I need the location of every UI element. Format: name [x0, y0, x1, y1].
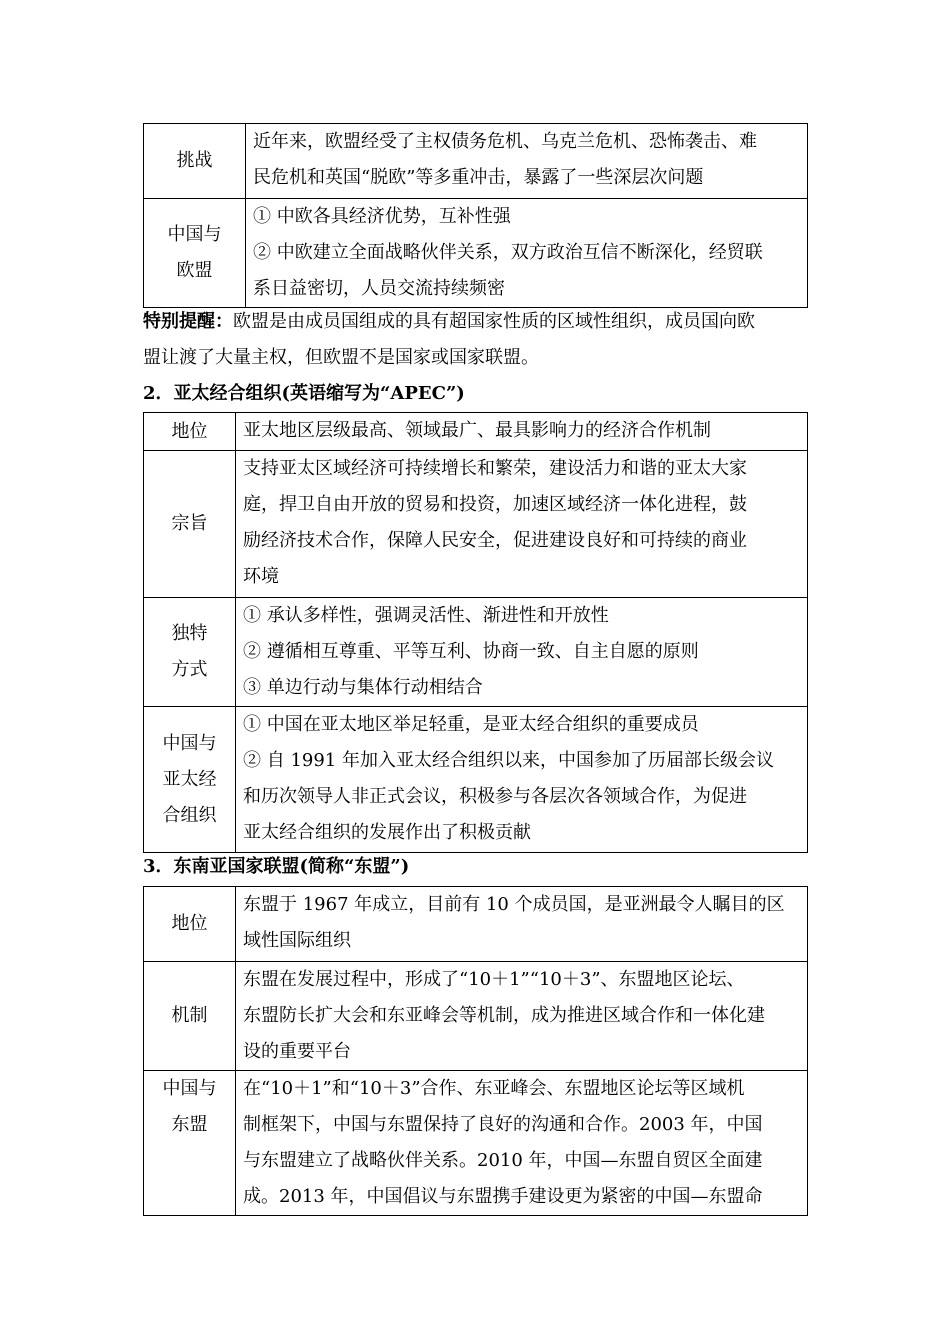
note-line1: 欧盟是由成员国组成的具有超国家性质的区域性组织，成员国向欧: [233, 311, 755, 332]
row-content: ① 中欧各具经济优势，互补性强 ② 中欧建立全面战略伙伴关系，双方政治互信不断深化，经贸联 系日益密切，人员交流持续频密: [246, 199, 808, 308]
row-content: 亚太地区层级最高、领域最广、最具影响力的经济合作机制: [236, 413, 808, 451]
table-row: [144, 413, 808, 451]
row-label: 机制: [144, 962, 236, 1071]
row-content: 东盟于 1967 年成立，目前有 10 个成员国，是亚洲最令人瞩目的区 域性国际组织: [236, 887, 808, 962]
row-content: 在“10＋1”和“10＋3”合作、东亚峰会、东盟地区论坛等区域机 制框架下，中国与东盟保持了良好的沟通和合作。2003 年，中国 与东盟建立了战略伙伴关系。2010 年，中国—东盟自贸区全面建 成。2013 年，中国倡议与东盟携手建设更为紧密的中国—东盟命: [236, 1071, 808, 1216]
note-lead: 特别提醒：: [143, 311, 233, 332]
table-row: [144, 962, 808, 1071]
row-label: 中国与 东盟: [144, 1071, 236, 1216]
row-content: 支持亚太区域经济可持续增长和繁荣，建设活力和谐的亚太大家 庭，捍卫自由开放的贸易和投资，加速区域经济一体化进程，鼓 励经济技术合作，保障人民安全，促进建设良好和可持续的商业 环境: [236, 451, 808, 598]
row-label: 独特 方式: [144, 598, 236, 707]
row-content: ① 承认多样性，强调灵活性、渐进性和开放性 ② 遵循相互尊重、平等互利、协商一致、自主自愿的原则 ③ 单边行动与集体行动相结合: [236, 598, 808, 707]
asean-heading: 3．东南亚国家联盟(简称“东盟”): [143, 856, 410, 877]
table-row: [144, 1071, 808, 1216]
row-label: 宗旨: [144, 451, 236, 598]
special-note: [143, 304, 807, 376]
row-content: 东盟在发展过程中，形成了“10＋1”“10＋3”、东盟地区论坛、 东盟防长扩大会和东亚峰会等机制，成为推进区域合作和一体化建 设的重要平台: [236, 962, 808, 1071]
apec-table: [143, 412, 808, 853]
asean-table: [143, 886, 808, 1216]
table-row: [144, 451, 808, 598]
row-label: 中国与 欧盟: [144, 199, 246, 308]
row-content: 近年来，欧盟经受了主权债务危机、乌克兰危机、恐怖袭击、难 民危机和英国“脱欧”等多重冲击，暴露了一些深层次问题: [246, 124, 808, 199]
row-label: 挑战: [144, 124, 246, 199]
table-row: [144, 199, 808, 308]
table-row: [144, 707, 808, 853]
table-row: [144, 887, 808, 962]
row-content: ① 中国在亚太地区举足轻重，是亚太经合组织的重要成员 ② 自 1991 年加入亚太经合组织以来，中国参加了历届部长级会议 和历次领导人非正式会议，积极参与各层次各领域合作，为促进 亚太经合组织的发展作出了积极贡献: [236, 707, 808, 853]
note-line2: 盟让渡了大量主权，但欧盟不是国家或国家联盟。: [143, 347, 539, 368]
table-row: [144, 124, 808, 199]
row-label: 地位: [144, 887, 236, 962]
apec-heading: 2．亚太经合组织(英语缩写为“APEC”): [143, 383, 465, 404]
row-label: 中国与 亚太经 合组织: [144, 707, 236, 853]
row-label: 地位: [144, 413, 236, 451]
table-row: [144, 598, 808, 707]
eu-table: [143, 123, 808, 308]
